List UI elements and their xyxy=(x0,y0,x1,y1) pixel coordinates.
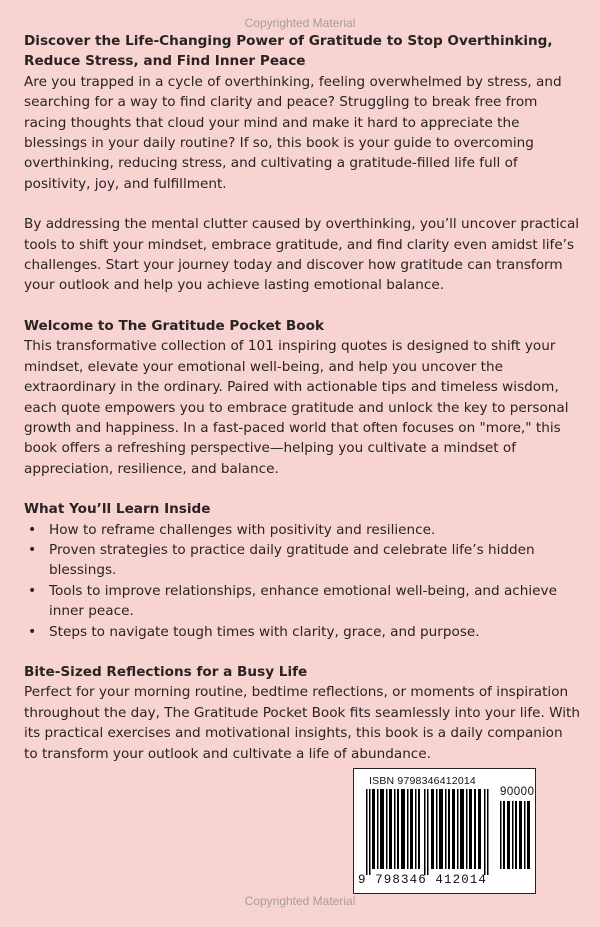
watermark-bottom: Copyrighted Material xyxy=(244,894,356,908)
watermark-top: Copyrighted Material xyxy=(244,16,356,30)
reflections-paragraph: Perfect for your morning routine, bedtime reflections, or moments of inspiration throughout the day, The Gratitude Pocket Book fits seamlessly into your life. With its practical exercises and motivational insights, this book is a daily companion to transform your outlook and cultivate a life of abundance. xyxy=(24,684,580,762)
barcode-digits: 9 798346 412014 xyxy=(358,873,488,887)
isbn-label: ISBN 9798346412014 xyxy=(369,775,476,787)
price-barcode-bars xyxy=(500,801,532,869)
isbn-barcode xyxy=(353,768,536,894)
learn-list-item: • Steps to navigate tough times with clarity, grace, and purpose. xyxy=(24,622,580,642)
intro-paragraph-1: Are you trapped in a cycle of overthinking, feeling overwhelmed by stress, and searching for a way to find clarity and peace? Struggling to break free from racing thoughts that cloud your mind and make it hard to appreciate the blessings in your daily routine? If so, this book is your guide to overcoming overthinking, reducing stress, and cultivating a gratitude-filled life full of positivity, joy, and fulfillment. xyxy=(24,73,562,192)
learn-list xyxy=(24,520,580,642)
learn-heading: What You’ll Learn Inside xyxy=(24,501,211,518)
intro-heading: Discover the Life-Changing Power of Gratitude to Stop Overthinking, Reduce Stress, and Find Inner Peace xyxy=(24,33,553,70)
reflections-heading: Bite-Sized Reflections for a Busy Life xyxy=(24,663,308,680)
welcome-heading: Welcome to The Gratitude Pocket Book xyxy=(24,317,324,334)
learn-list-item: • How to reframe challenges with positivity and resilience. xyxy=(24,520,580,540)
barcode-bars xyxy=(366,789,492,875)
learn-list-item: • Tools to improve relationships, enhance emotional well-being, and achieve inner peace. xyxy=(24,581,580,622)
intro-paragraph-2: By addressing the mental clutter caused by overthinking, you’ll uncover practical tools to shift your mindset, embrace gratitude, and find clarity even amidst life’s challenges. Start your journey today and discover how gratitude can transform your outlook and help you achieve lasting emotional balance. xyxy=(24,216,580,294)
price-code: 90000 xyxy=(500,786,535,798)
back-cover-text xyxy=(24,31,580,764)
learn-list-item: • Proven strategies to practice daily gratitude and celebrate life’s hidden blessings. xyxy=(24,540,580,581)
welcome-paragraph: This transformative collection of 101 inspiring quotes is designed to shift your mindset, elevate your emotional well-being, and help you uncover the extraordinary in the ordinary. Paired with actionable tips and timeless wisdom, each quote empowers you to embrace gratitude and unlock the key to personal growth and happiness. In a fast-paced world that often focuses on "more," this book offers a refreshing perspective—helping you cultivate a mindset of appreciation, resilience, and balance. xyxy=(24,338,569,477)
